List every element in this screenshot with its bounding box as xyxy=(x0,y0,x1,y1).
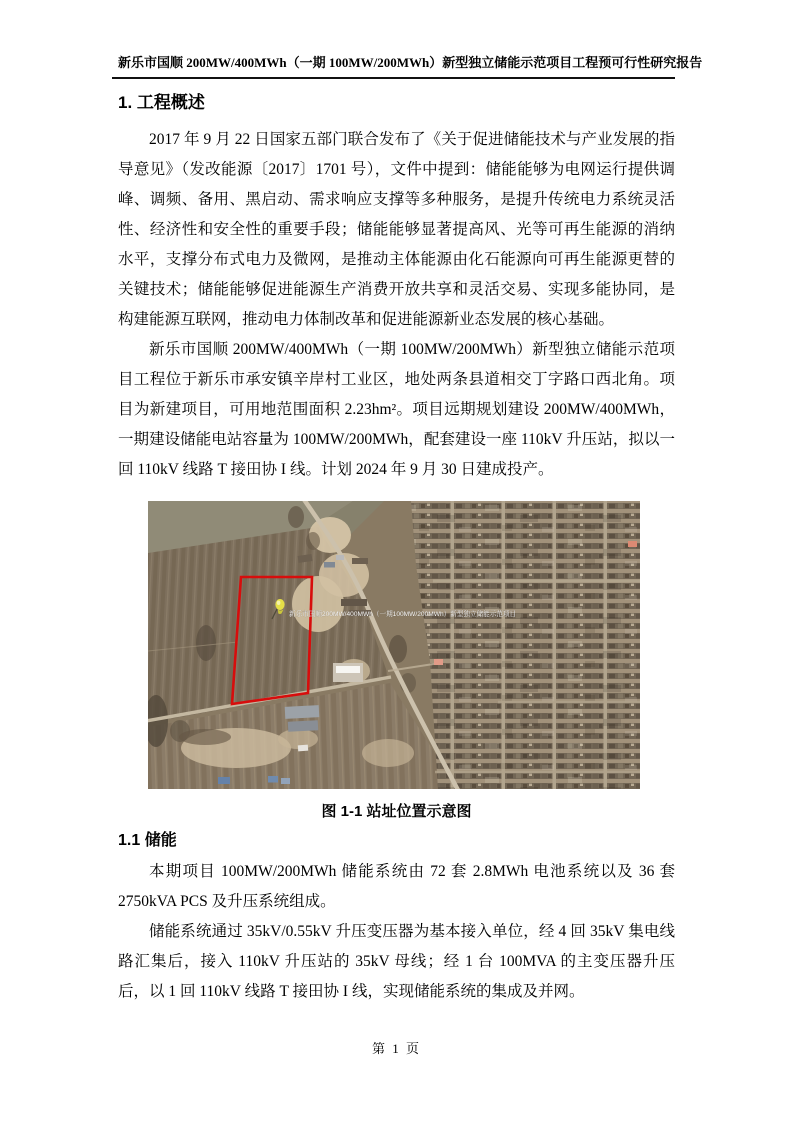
page-number: 第 1 页 xyxy=(371,1041,421,1056)
site-location-map xyxy=(148,501,640,789)
header-divider xyxy=(112,77,675,79)
document-body xyxy=(118,92,675,1007)
section-1-paragraph-1: 2017 年 9 月 22 日国家五部门联合发布了《关于促进储能技术与产业发展的指导意见》（发改能源〔2017〕1701 号），文件中提到：储能能够为电网运行提供调峰、调频、备用、黑启动、需求响应支撑等多种服务，是提升传统电力系统灵活性、经济性和安全性的重要手段；储能能够显著提高风、光等可再生能源的消纳水平，支撑分布式电力及微网，是推动主体能源由化石能源向可再生能源更替的关键技术；储能能够促进能源生产消费开放共享和灵活交易、实现多能协同，是构建能源互联网，推动电力体制改革和促进能源新业态发展的核心基础。 xyxy=(118,131,675,328)
section-1-heading: 1. 工程概述 xyxy=(118,93,205,112)
section-1-1-paragraph-2: 储能系统通过 35kV/0.55kV 升压变压器为基本接入单位，经 4 回 35kV 集电线路汇集后，接入 110kV 升压站的 35kV 母线；经 1 台 100MVA 的主变压器升压后，以 1 回 110kV 线路 T 接田协 I 线，实现储能系统的集成及并网。 xyxy=(118,923,675,1000)
map-pin-label: 新乐市国顺200MW/400MWh（一期100MW/200MWh）新型独立储能示范项目 xyxy=(289,611,517,618)
section-1-1-paragraph-1: 本期项目 100MW/200MWh 储能系统由 72 套 2.8MWh 电池系统以及 36 套 2750kVA PCS 及升压系统组成。 xyxy=(118,863,675,910)
header-project-title: 新乐市国顺 200MW/400MWh（一期 100MW/200MWh）新型独立储能示范项目工程 xyxy=(118,55,599,70)
section-1-paragraph-2: 新乐市国顺 200MW/400MWh（一期 100MW/200MWh）新型独立储能示范项目工程位于新乐市承安镇辛岸村工业区，地处两条县道相交丁字路口西北角。项目为新建项目，可用地范围面积 2.23hm²。项目远期规划建设 200MW/400MWh，一期建设储能电站容量为 100MW/200MWh，配套建设一座 110kV 升压站，拟以一回 110kV 线路 T 接田协 I 线。计划 2024 年 9 月 30 日建成投产。 xyxy=(118,341,675,478)
map-color-wash xyxy=(148,501,640,789)
section-1-1-heading: 1.1 储能 xyxy=(118,832,177,849)
page-header xyxy=(118,52,703,71)
figure-1-caption: 图 1-1 站址位置示意图 xyxy=(321,803,472,820)
header-report-type: 预可行性研究报告 xyxy=(598,55,703,70)
